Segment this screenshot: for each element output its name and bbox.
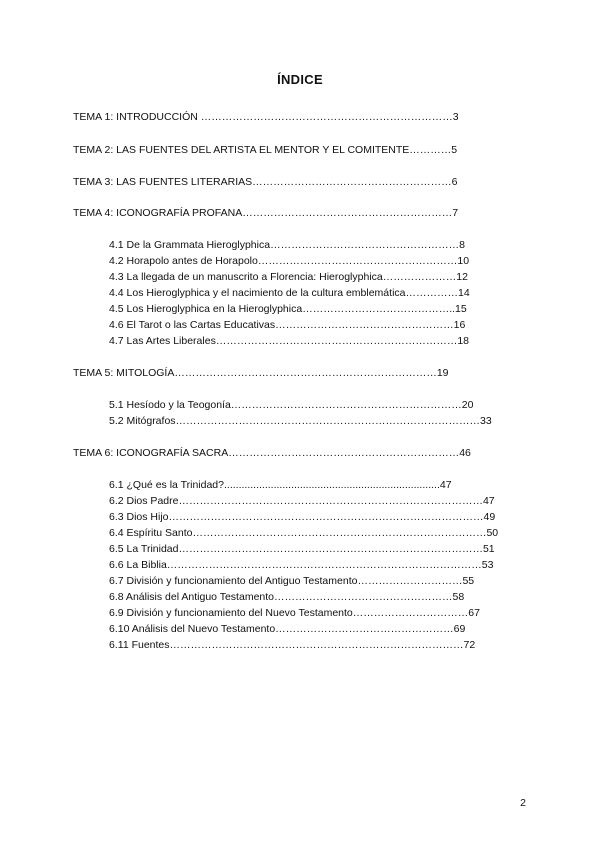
toc-entry-6-4: 6.4 Espíritu Santo…………………………………………………………………………50 <box>109 527 499 539</box>
toc-entry-4-7: 4.7 Las Artes Liberales……………………………………………………………18 <box>109 335 469 347</box>
toc-entry-4-4: 4.4 Los Hieroglyphica y el nacimiento de la cultura emblemática……………14 <box>109 287 470 299</box>
toc-entry-tema-1: TEMA 1: INTRODUCCIÓN ………………………………………………………………3 <box>73 111 459 123</box>
toc-entry-6-1: 6.1 ¿Qué es la Trinidad?..........................................................................47 <box>109 479 452 491</box>
page-number: 2 <box>520 797 526 809</box>
toc-entry-6-6: 6.6 La Biblia………………………………………………………………………………53 <box>109 559 494 571</box>
toc-entry-5-2: 5.2 Mitógrafos……………………………………………………………………………33 <box>109 415 492 427</box>
toc-entry-4-5: 4.5 Los Hieroglyphica en la Hieroglyphica……………………………………..15 <box>109 303 467 315</box>
toc-entry-6-3: 6.3 Dios Hijo………………………………………………………………………………49 <box>109 511 496 523</box>
toc-entry-tema-4: TEMA 4: ICONOGRAFÍA PROFANA……………………………………………………7 <box>73 207 459 219</box>
toc-entry-6-8: 6.8 Análisis del Antiguo Testamento……………………………………………58 <box>109 591 465 603</box>
toc-entry-4-6: 4.6 El Tarot o las Cartas Educativas……………………………………………16 <box>109 319 466 331</box>
toc-entry-4-3: 4.3 La llegada de un manuscrito a Florencia: Hieroglyphica…………………12 <box>109 271 468 283</box>
toc-entry-6-11: 6.11 Fuentes…………………………………………………………………………72 <box>109 639 476 651</box>
toc-entry-tema-5: TEMA 5: MITOLOGÍA…………………………………………………………………19 <box>73 367 449 379</box>
toc-entry-tema-3: TEMA 3: LAS FUENTES LITERARIAS…………………………………………………6 <box>73 176 458 188</box>
toc-entry-6-2: 6.2 Dios Padre……………………………………………………………………………47 <box>109 495 495 507</box>
toc-entry-4-1: 4.1 De la Grammata Hieroglyphica………………………………………………8 <box>109 239 465 251</box>
toc-entry-6-9: 6.9 División y funcionamiento del Nuevo Testamento……………………………67 <box>109 607 480 619</box>
toc-entry-4-2: 4.2 Horapolo antes de Horapolo…………………………………………………10 <box>109 255 470 267</box>
toc-entry-6-7: 6.7 División y funcionamiento del Antiguo Testamento…………………………55 <box>109 575 475 587</box>
toc-entry-5-1: 5.1 Hesíodo y la Teogonía…………………………………………………………20 <box>109 399 474 411</box>
toc-entry-tema-6: TEMA 6: ICONOGRAFÍA SACRA…………………………………………………………46 <box>73 447 471 459</box>
page-title: ÍNDICE <box>277 72 323 87</box>
toc-entry-6-5: 6.5 La Trinidad……………………………………………………………………………51 <box>109 543 495 555</box>
toc-entry-tema-2: TEMA 2: LAS FUENTES DEL ARTISTA EL MENTOR Y EL COMITENTE…………5 <box>73 144 458 156</box>
toc-entry-6-10: 6.10 Análisis del Nuevo Testamento……………………………………………69 <box>109 623 466 635</box>
